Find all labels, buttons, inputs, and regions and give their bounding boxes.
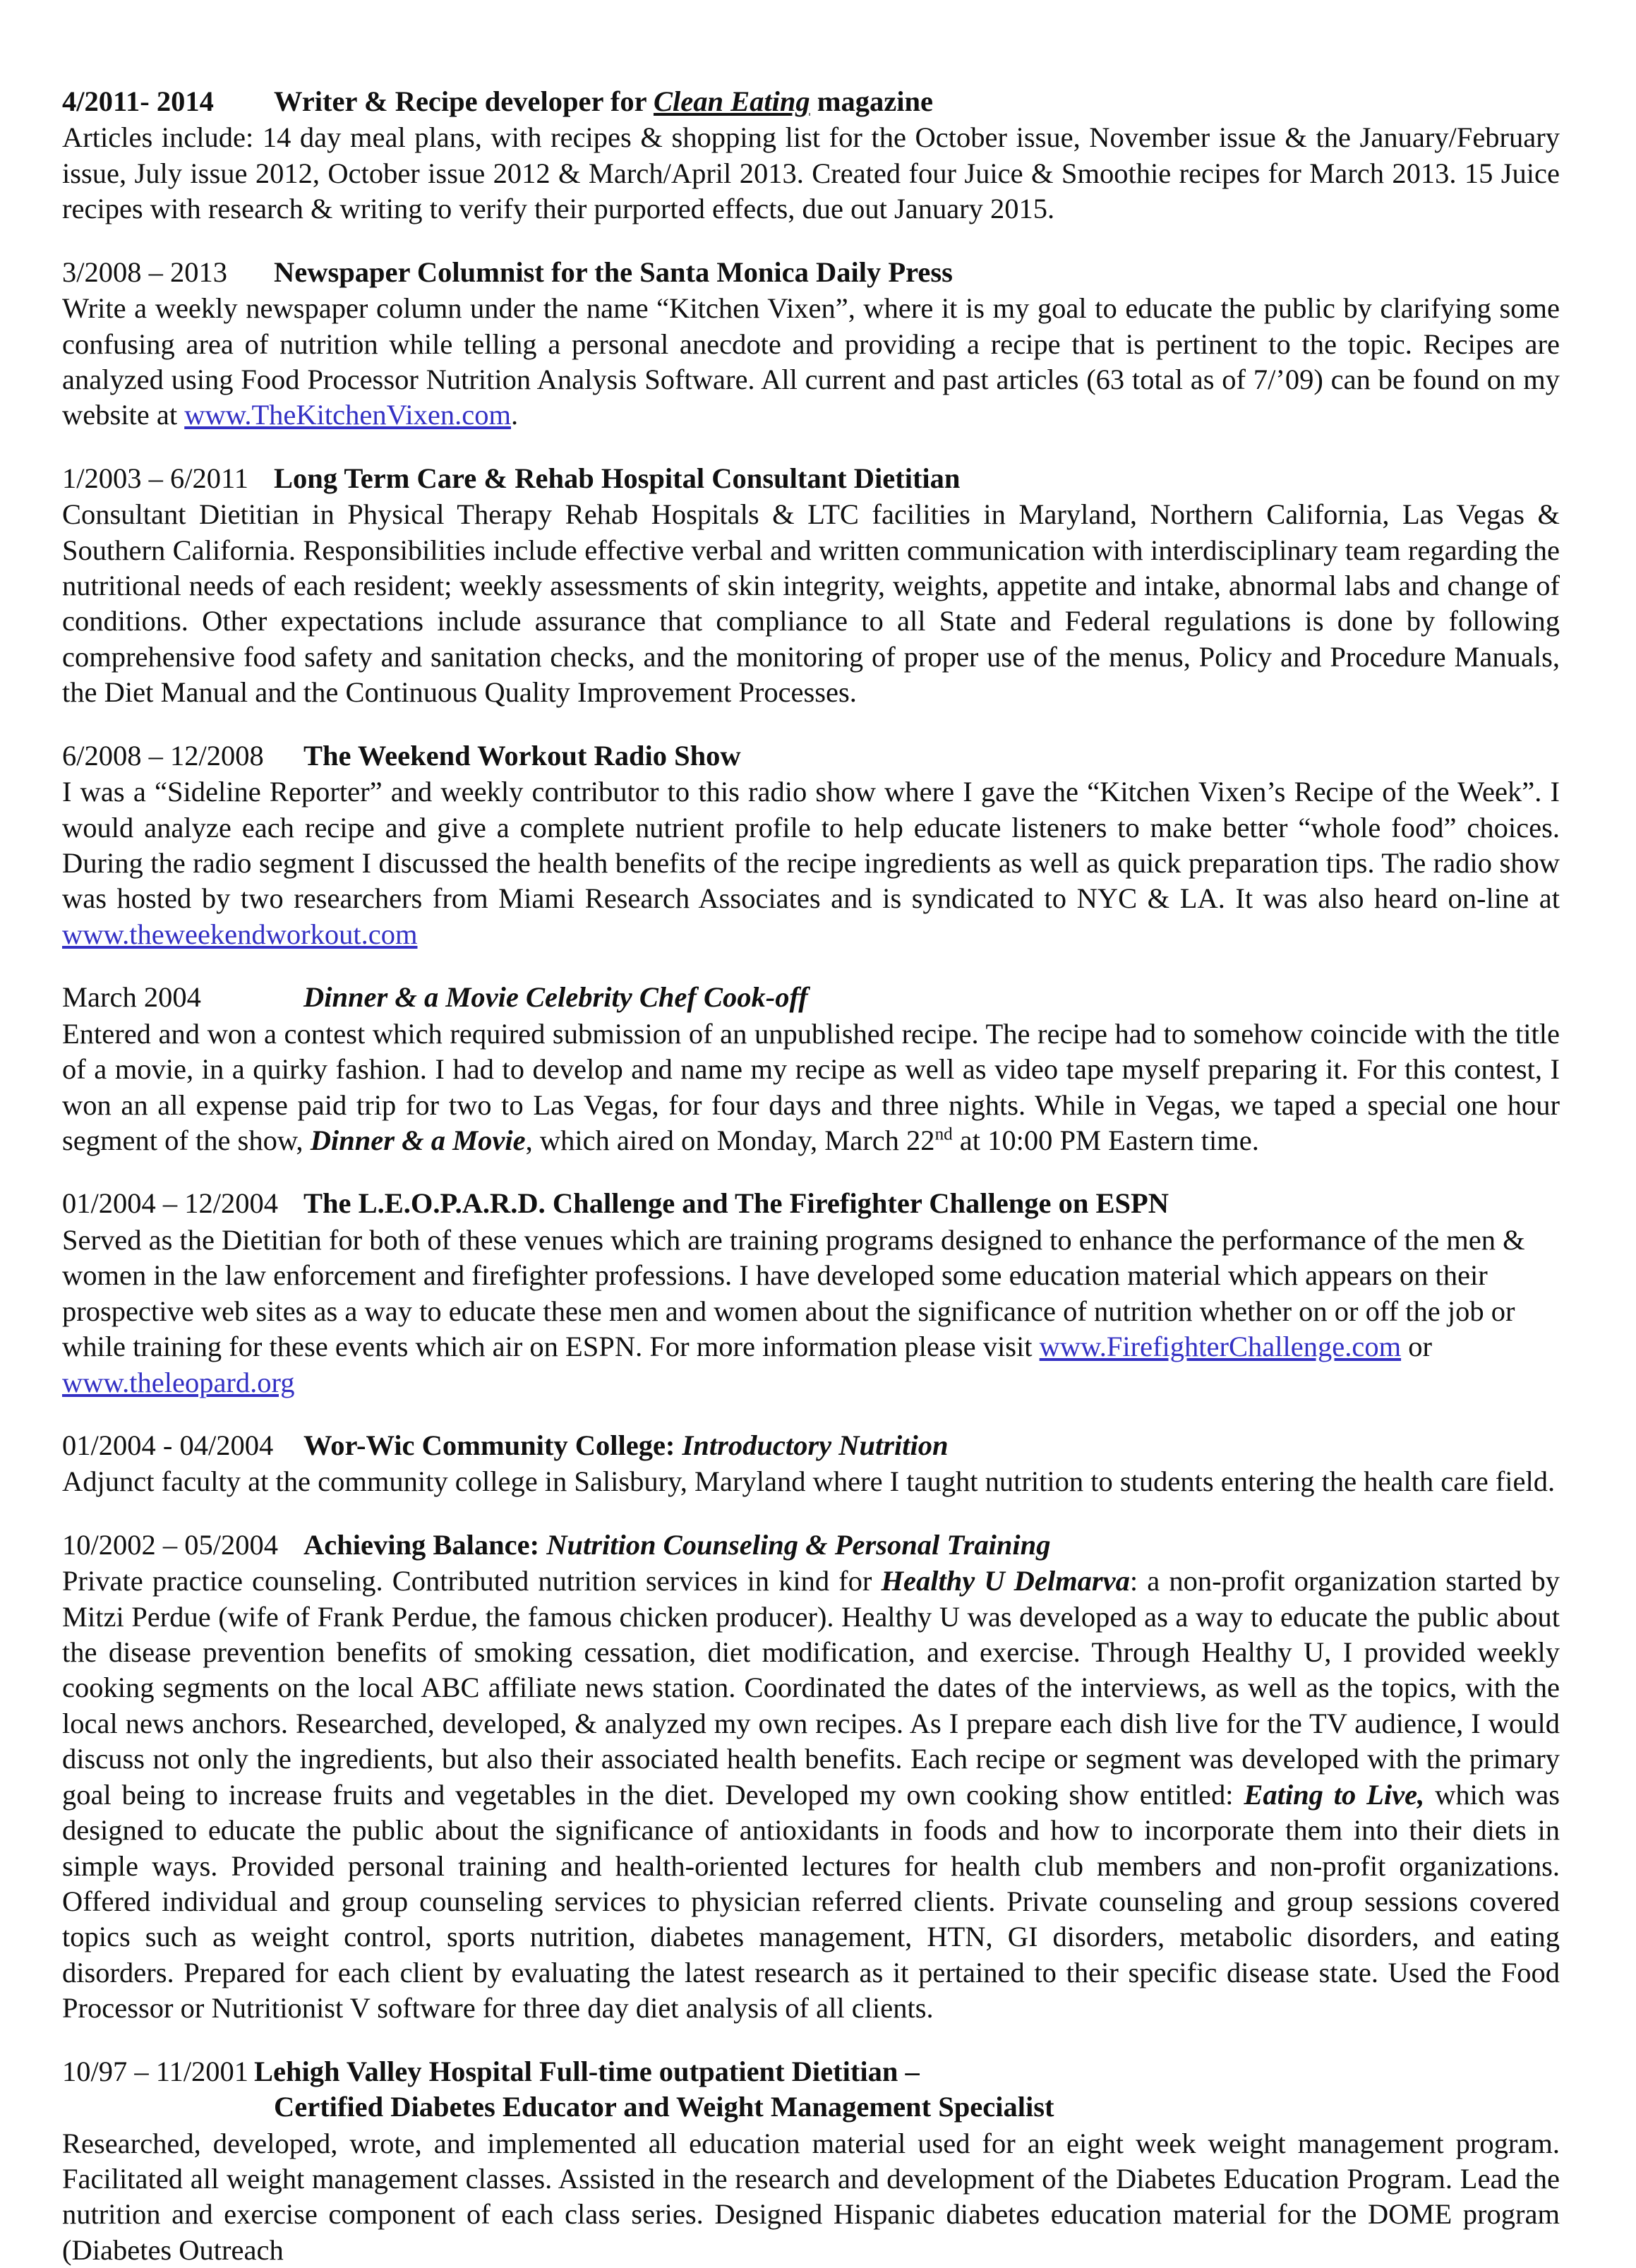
ordinal-suffix: nd xyxy=(934,1124,953,1144)
entry-description: Researched, developed, wrote, and implemented all education material used for an eight week weight management program. Facilitated all weight management classes. Assisted in the research and development of the Diabetes Education Program. Lead the nutrition and exercise component of each class series. Designed Hispanic diabetes education material for the DOME program (Diabetes Outreach xyxy=(62,2127,1560,2266)
entry-title-prefix: Wor-Wic Community College: xyxy=(303,1429,682,1461)
entry-date: 10/2002 – 05/2004 xyxy=(62,1528,279,1561)
entry-headline xyxy=(62,254,1560,290)
entry-headline xyxy=(62,1427,1560,1463)
entry-date: 01/2004 – 12/2004 xyxy=(62,1187,279,1220)
experience-entry-leopard-challenge xyxy=(62,1185,1560,1400)
entry-description-tail: which was designed to educate the public about the significance of antioxidants in foods and how to incorporate them into their diets in simple ways. Provided personal training and health-oriented lectures for health club members and non-profit organizations. Offered individual and group counseling services to physician referred clients. Private counseling and group sessions covered topics such as weight control, sports nutrition, diabetes management, HTN, GI disorders, metabolic disorders, and eating disorders. Prepared for each client by evaluating the latest research as it pertained to their specific disease state. Used the Food Processor or Nutritionist V software for three day diet analysis of all clients. xyxy=(62,1778,1560,2024)
entry-description: Adjunct faculty at the community college in Salisbury, Maryland where I taught nutrition to students entering the health care field. xyxy=(62,1465,1556,1498)
entry-title-prefix: Achieving Balance: xyxy=(303,1528,547,1561)
entry-description: Articles include: 14 day meal plans, with recipes & shopping list for the October issue, November issue & the January/February issue, July issue 2012, October issue 2012 & March/April 2013. Created four Juice & Smoothie recipes for March 2013. 15 Juice recipes with research & writing to verify their purported effects, due out January 2015. xyxy=(62,121,1560,225)
entry-description-tail: . xyxy=(511,399,519,431)
entry-title: The Weekend Workout Radio Show xyxy=(303,739,741,772)
entry-title-prefix: Writer & Recipe developer for xyxy=(274,85,654,117)
entry-title-line-2: Certified Diabetes Educator and Weight Management Specialist xyxy=(274,2091,1054,2123)
entry-date-spacer xyxy=(62,2089,274,2125)
entry-date: 4/2011- 2014 xyxy=(62,85,214,117)
entry-headline xyxy=(62,460,1560,496)
entry-headline xyxy=(62,83,1560,119)
entry-description-text: Entered and won a contest which required submission of an unpublished recipe. The recipe had to somehow coincide with the title of a movie, in a quirky fashion. I had to develop and name my recipe as well as video tape myself preparing it. For this contest, I won an all expense paid trip for two to Las Vegas, for four days and three nights. While in Vegas, we taped a special one hour segment of the show, xyxy=(62,1017,1560,1156)
entry-description-text: I was a “Sideline Reporter” and weekly contributor to this radio show where I gave the “Kitchen Vixen’s Recipe of the Week”. I would analyze each recipe and give a complete nutrient profile to help educate listeners to make better “whole food” choices. During the radio segment I discussed the health benefits of the recipe ingredients as well as quick preparation tips. The radio show was hosted by two researchers from Miami Research Associates and is syndicated to NYC & LA. It was also heard on-line at xyxy=(62,776,1560,915)
experience-entry-santa-monica-daily-press xyxy=(62,254,1560,433)
experience-entry-lehigh-valley-hospital xyxy=(62,2053,1560,2268)
entry-title: Lehigh Valley Hospital Full-time outpatient Dietitian – xyxy=(254,2055,920,2087)
entry-description-mid: or xyxy=(1401,1331,1432,1363)
entry-description xyxy=(62,1564,1560,2026)
entry-date: March 2004 xyxy=(62,981,201,1014)
entry-title xyxy=(303,981,808,1013)
entry-description-mid: : a non-profit organization started by Mitzi Perdue (wife of Frank Perdue, the famous chicken producer). Healthy U was developed as a way to educate the public about the disease prevention benefits of smoking cessation, diet modification, and exercise. Through Healthy U, I provided weekly cooking segments on the local ABC affiliate news station. Coordinated the dates of the interviews, as well as the topics, with the local news anchors. Researched, developed, & analyzed my own recipes. As I prepare each dish live for the TV audience, I would discuss not only the ingredients, but also their associated health benefits. Each recipe or segment was developed with the primary goal being to increase fruits and vegetables in the diet. Developed my own cooking show entitled: xyxy=(62,1565,1560,1811)
entry-description xyxy=(62,291,1560,433)
document-body xyxy=(62,83,1560,2268)
entry-description: Consultant Dietitian in Physical Therapy Rehab Hospitals & LTC facilities in Maryland, Northern California, Las Vegas & Southern California. Responsibilities include effective verbal and written communication with interdisciplinary team regarding the nutritional needs of each resident; weekly assessments of skin integrity, weights, appetite and intake, abnormal labs and change of conditions. Other expectations include assurance that compliance to all State and Federal regulations is done by following comprehensive food safety and sanitation checks, and the monitoring of proper use of the menus, Policy and Procedure Manuals, the Diet Manual and the Continuous Quality Improvement Processes. xyxy=(62,498,1560,709)
entry-headline xyxy=(62,1527,1560,1563)
experience-entry-achieving-balance xyxy=(62,1527,1560,2027)
entry-description-tail: at 10:00 PM Eastern time. xyxy=(952,1124,1259,1156)
entry-date: 10/97 – 11/2001 xyxy=(62,2055,249,2087)
experience-entry-weekend-workout-radio xyxy=(62,738,1560,953)
experience-entry-clean-eating xyxy=(62,83,1560,227)
entry-headline xyxy=(62,979,1560,1015)
firefighter-challenge-website-link[interactable]: www.FirefighterChallenge.com xyxy=(1039,1331,1402,1363)
entry-headline xyxy=(62,738,1560,774)
entry-date: 3/2008 – 2013 xyxy=(62,256,228,288)
entry-date: 6/2008 – 12/2008 xyxy=(62,739,264,772)
entry-headline xyxy=(62,2053,1560,2089)
experience-entry-dinner-and-a-movie xyxy=(62,979,1560,1158)
entry-headline xyxy=(62,1185,1560,1221)
entry-title-italic: Dinner & a Movie Celebrity Chef Cook-off xyxy=(303,981,808,1014)
cooking-show-name-italic: Eating to Live, xyxy=(1244,1778,1425,1811)
entry-title xyxy=(274,85,933,117)
weekend-workout-website-link[interactable]: www.theweekendworkout.com xyxy=(62,918,418,950)
entry-title xyxy=(303,1429,949,1461)
organization-name-italic: Healthy U Delmarva xyxy=(881,1565,1130,1597)
entry-date: 1/2003 – 6/2011 xyxy=(62,462,249,494)
entry-title-suffix: magazine xyxy=(810,85,934,117)
entry-title: The L.E.O.P.A.R.D. Challenge and The Firefighter Challenge on ESPN xyxy=(303,1187,1169,1220)
entry-description xyxy=(62,1016,1560,1159)
entry-date: 01/2004 - 04/2004 xyxy=(62,1429,274,1461)
entry-description-text: Private practice counseling. Contributed nutrition services in kind for xyxy=(62,1565,882,1597)
entry-description xyxy=(62,1223,1560,1400)
kitchen-vixen-website-link[interactable]: www.TheKitchenVixen.com xyxy=(184,399,512,431)
entry-description-text: Served as the Dietitian for both of these venues which are training programs designed to enhance the performance of the men & women in the law enforcement and firefighter professions. I have developed some education material which appears on their prospective web sites as a way to educate these men and women about the significance of nutrition whether on or off the job or while training for these events which air on ESPN. For more information please visit xyxy=(62,1223,1525,1363)
theleopard-website-link[interactable]: www.theleopard.org xyxy=(62,1366,295,1398)
entry-headline-second-line xyxy=(62,2089,1560,2125)
entry-title-italic: Introductory Nutrition xyxy=(682,1429,949,1461)
entry-title: Newspaper Columnist for the Santa Monica Daily Press xyxy=(274,256,953,288)
entry-description-mid: , which aired on Monday, March 22 xyxy=(525,1124,935,1156)
entry-description-text: Write a weekly newspaper column under the name “Kitchen Vixen”, where it is my goal to educate the public by clarifying some confusing area of nutrition while telling a personal anecdote and providing a recipe that is pertinent to the topic. Recipes are analyzed using Food Processor Nutrition Analysis Software. All current and past articles (63 total as of 7/’09) can be found on my website at xyxy=(62,292,1560,431)
entry-title xyxy=(303,1529,1050,1561)
entry-description xyxy=(62,774,1560,952)
experience-entry-long-term-care xyxy=(62,460,1560,711)
entry-title-italic: Clean Eating xyxy=(653,85,810,117)
show-name-italic: Dinner & a Movie xyxy=(310,1124,526,1156)
entry-title: Long Term Care & Rehab Hospital Consultant Dietitian xyxy=(274,462,961,494)
experience-entry-wor-wic-community-college xyxy=(62,1427,1560,1500)
entry-title-italic: Nutrition Counseling & Personal Training xyxy=(546,1528,1051,1561)
